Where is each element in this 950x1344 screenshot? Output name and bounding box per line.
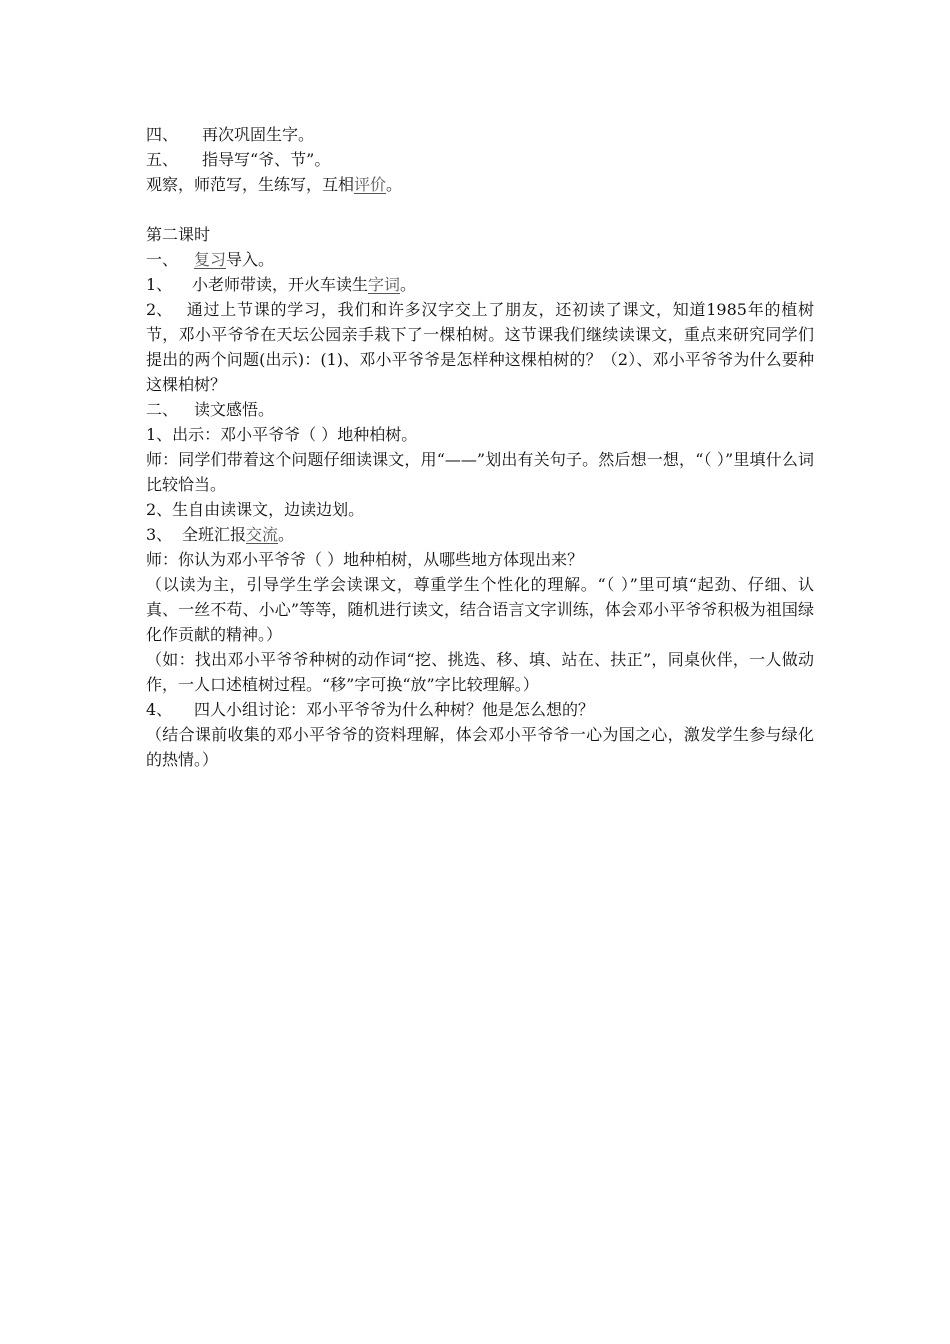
item-number: 4、 <box>146 700 173 719</box>
step-number: 四、 <box>146 125 179 144</box>
note-2: （如：找出邓小平爷爷种树的动作词“挖、挑选、移、填、站在、扶正”，同桌伙伴，一人做动作，一人口述植树过程。“移”字可换“放”字比较理解。） <box>146 650 814 694</box>
item-2-1: 1、出示：邓小平爷爷（ ）地种柏树。 <box>146 425 418 444</box>
section-text: 读文感悟。 <box>194 400 275 419</box>
item-number: 2、 <box>146 300 173 319</box>
section-number: 二、 <box>146 400 179 419</box>
step-five <box>146 147 814 172</box>
step-text: 指导写“爷、节”。 <box>202 150 331 169</box>
item-2-4 <box>146 697 814 722</box>
item-number: 1、 <box>146 275 173 294</box>
item-number: 3、 <box>146 525 173 544</box>
teacher-instruction-1: 师：同学们带着这个问题仔细读课文，用“——”划出有关句子。然后想一想，“（ ）”里填什么词比较恰当。 <box>146 450 814 494</box>
lesson-title: 第二课时 <box>146 225 211 244</box>
item-text: 全班汇报 <box>182 525 247 544</box>
item-text: 通过上节课的学习，我们和许多汉字交上了朋友，还初读了课文，知道1985年的植树节，邓小平爷爷在天坛公园亲手栽下了一棵柏树。这节课我们继续读课文，重点来研究同学们提出的两个问题(出示)：(1)、邓小平爷爷是怎样种这棵柏树的？（2）、邓小平爷爷为什么要种这棵柏树？ <box>146 300 814 394</box>
note-3: （结合课前收集的邓小平爷爷的资料理解，体会邓小平爷爷一心为国之心，激发学生参与绿化的热情。） <box>146 725 814 769</box>
observe-text: 观察，师范写，生练写，互相 <box>146 175 355 194</box>
item-2-3 <box>146 522 814 547</box>
item-1-1 <box>146 272 814 297</box>
punctuation: 。 <box>386 175 403 194</box>
section-two <box>146 397 814 422</box>
link-fuxi[interactable]: 复习 <box>194 250 227 269</box>
note-1: （以读为主，引导学生学会读课文，尊重学生个性化的理解。“（ ）”里可填“起劲、仔细、认真、一丝不苟、小心”等等，随机进行读文，结合语言文字训练，体会邓小平爷爷积极为祖国绿化作贡献的精神。） <box>146 575 814 644</box>
observe-line <box>146 172 814 197</box>
section-text: 导入。 <box>226 250 275 269</box>
item-text: 小老师带读，开火车读生 <box>192 275 369 294</box>
blank-line <box>146 197 814 222</box>
item-1-2 <box>146 297 814 397</box>
section-number: 一、 <box>146 250 179 269</box>
link-zici[interactable]: 字词 <box>368 275 401 294</box>
punctuation: 。 <box>400 275 417 294</box>
step-text: 再次巩固生字。 <box>202 125 315 144</box>
link-jiaoliu[interactable]: 交流 <box>246 525 279 544</box>
step-four <box>146 122 814 147</box>
teacher-instruction-2: 师：你认为邓小平爷爷（ ）地种柏树，从哪些地方体现出来？ <box>146 550 584 569</box>
section-one <box>146 247 814 272</box>
punctuation: 。 <box>278 525 295 544</box>
link-pingjia[interactable]: 评价 <box>354 175 387 194</box>
step-number: 五、 <box>146 150 179 169</box>
item-text: 四人小组讨论：邓小平爷爷为什么种树？他是怎么想的？ <box>194 700 595 719</box>
lesson-plan-text <box>146 122 814 772</box>
item-2-2: 2、生自由读课文，边读边划。 <box>146 500 365 519</box>
